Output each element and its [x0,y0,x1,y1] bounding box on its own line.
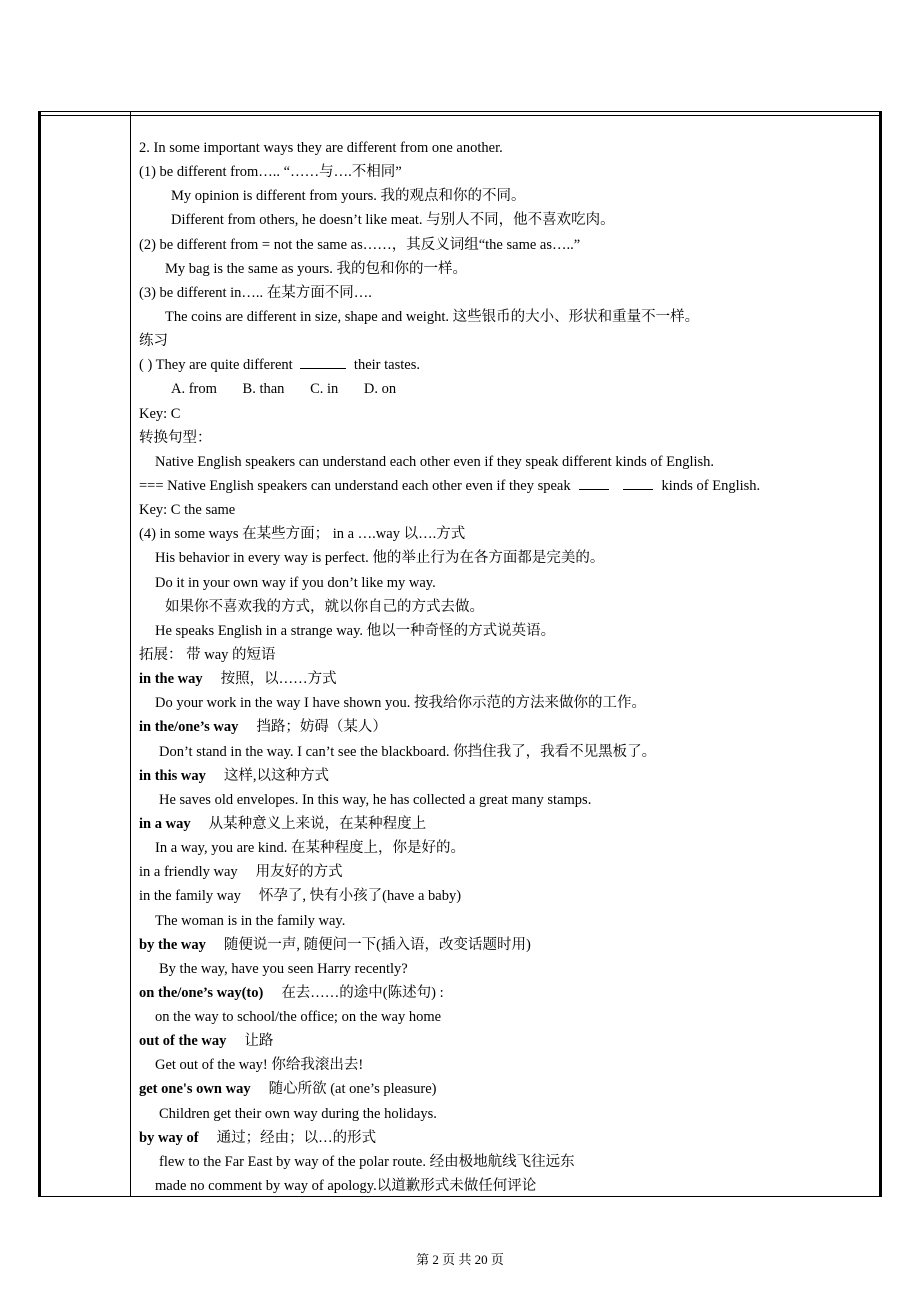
option-b: B. than [242,381,285,398]
phrase-term: in this way [139,767,206,784]
text-line: (1) be different from….. “……与….不相同” [139,164,402,181]
phrase-meaning: 随便说一声, 随便问一下(插入语，改变话题时用) [223,936,531,953]
exercise-options [139,377,869,401]
phrase-term: in a friendly way [139,864,238,881]
phrase-meaning: 这样,以这种方式 [223,767,330,784]
example-line: Don’t stand in the way. I can’t see the blackboard. 你挡住我了，我看不见黑板了。 [159,743,657,760]
phrase-entry [139,715,869,739]
example-line: In a way, you are kind. 在某种程度上，你是好的。 [155,840,465,857]
lesson-content [139,136,869,1198]
text-line: 拓展： 带 way 的短语 [139,646,276,663]
example-line: Get out of the way! 你给我滚出去! [155,1057,364,1074]
phrase-entry [139,667,869,691]
text-line: 如果你不喜欢我的方式，就以你自己的方式去做。 [165,598,484,615]
page-footer: 第 2 页 共 20 页 [416,1252,504,1267]
phrase-entry [139,884,869,908]
question-tail: their tastes. [353,357,420,374]
phrase-meaning: 按照，以……方式 [220,671,337,688]
rewrite-stem: === Native English speakers can understand each other even if they speak [139,477,571,494]
column-divider [130,112,131,1196]
phrase-meaning: 通过；经由；以…的形式 [216,1129,377,1146]
phrase-term: in the family way [139,888,241,905]
phrase-term: in a way [139,815,191,832]
example-line: The woman is in the family way. [155,912,346,929]
text-line: 转换句型： [139,429,212,446]
phrase-entry [139,764,869,788]
option-a: A. from [171,381,217,398]
phrase-entry [139,933,869,957]
text-line: (3) be different in….. 在某方面不同…. [139,284,372,301]
text-line: My opinion is different from yours. 我的观点和你的不同。 [171,188,526,205]
phrase-entry [139,1126,869,1150]
question-stem: ( ) They are quite different [139,357,293,374]
rewrite-tail: kinds of English. [661,477,761,494]
text-line: Native English speakers can understand each other even if they speak different kinds of English. [155,453,715,470]
text-line: My bag is the same as yours. 我的包和你的一样。 [165,260,468,277]
phrase-term: in the/one’s way [139,719,239,736]
phrase-meaning: 怀孕了, 快有小孩了(have a baby) [258,888,462,905]
phrase-entry [139,860,869,884]
text-line: The coins are different in size, shape and weight. 这些银币的大小、形状和重量不一样。 [165,308,700,325]
phrase-meaning: 从某种意义上来说，在某种程度上 [208,815,427,832]
phrase-term: in the way [139,671,203,688]
answer-blank [579,475,609,490]
text-line: 2. In some important ways they are different from one another. [139,140,503,156]
answer-blank [623,475,653,490]
text-line: (4) in some ways 在某些方面； in a ….way 以….方式 [139,526,466,543]
example-line: Children get their own way during the holidays. [159,1105,437,1122]
phrase-meaning: 随心所欲 (at one’s pleasure) [268,1081,437,1098]
phrase-term: by the way [139,936,206,953]
option-d: D. on [363,381,397,398]
text-line: His behavior in every way is perfect. 他的举止行为在各方面都是完美的。 [155,550,605,567]
text-line: Different from others, he doesn’t like meat. 与别人不同，他不喜欢吃肉。 [171,212,615,229]
answer-blank [300,354,346,369]
rewrite-sentence [139,474,869,498]
text-line: Do it in your own way if you don’t like my way. [155,574,436,591]
example-line: By the way, have you seen Harry recently? [159,960,408,977]
example-line: on the way to school/the office; on the way home [155,1009,442,1026]
answer-key: Key: C [139,405,181,422]
phrase-entry [139,981,869,1005]
phrase-meaning: 让路 [244,1033,274,1050]
example-line: He saves old envelopes. In this way, he has collected a great many stamps. [159,791,592,808]
phrase-meaning: 挡路；妨碍（某人） [256,719,387,736]
phrase-meaning: 用友好的方式 [255,864,343,881]
text-line: (2) be different from = not the same as……，其反义词组“the same as…..” [139,236,581,253]
example-line: flew to the Far East by way of the polar route. 经由极地航线飞往远东 [159,1153,575,1170]
exercise-heading: 练习 [139,333,168,350]
phrase-term: out of the way [139,1033,227,1050]
phrase-entry [139,1029,869,1053]
text-line: He speaks English in a strange way. 他以一种奇怪的方式说英语。 [155,622,556,639]
example-line: made no comment by way of apology.以道歉形式未做任何评论 [155,1178,537,1195]
exercise-question [139,353,869,377]
phrase-term: by way of [139,1129,199,1146]
phrase-entry [139,1077,869,1101]
phrase-term: on the/one’s way(to) [139,984,264,1001]
answer-key: Key: C the same [139,502,236,519]
table-top-rule [41,115,879,116]
example-line: Do your work in the way I have shown you. 按我给你示范的方法来做你的工作。 [155,695,646,712]
phrase-term: get one's own way [139,1081,251,1098]
option-c: C. in [310,381,339,398]
phrase-meaning: 在去……的途中(陈述句) : [281,984,444,1001]
phrase-entry [139,812,869,836]
